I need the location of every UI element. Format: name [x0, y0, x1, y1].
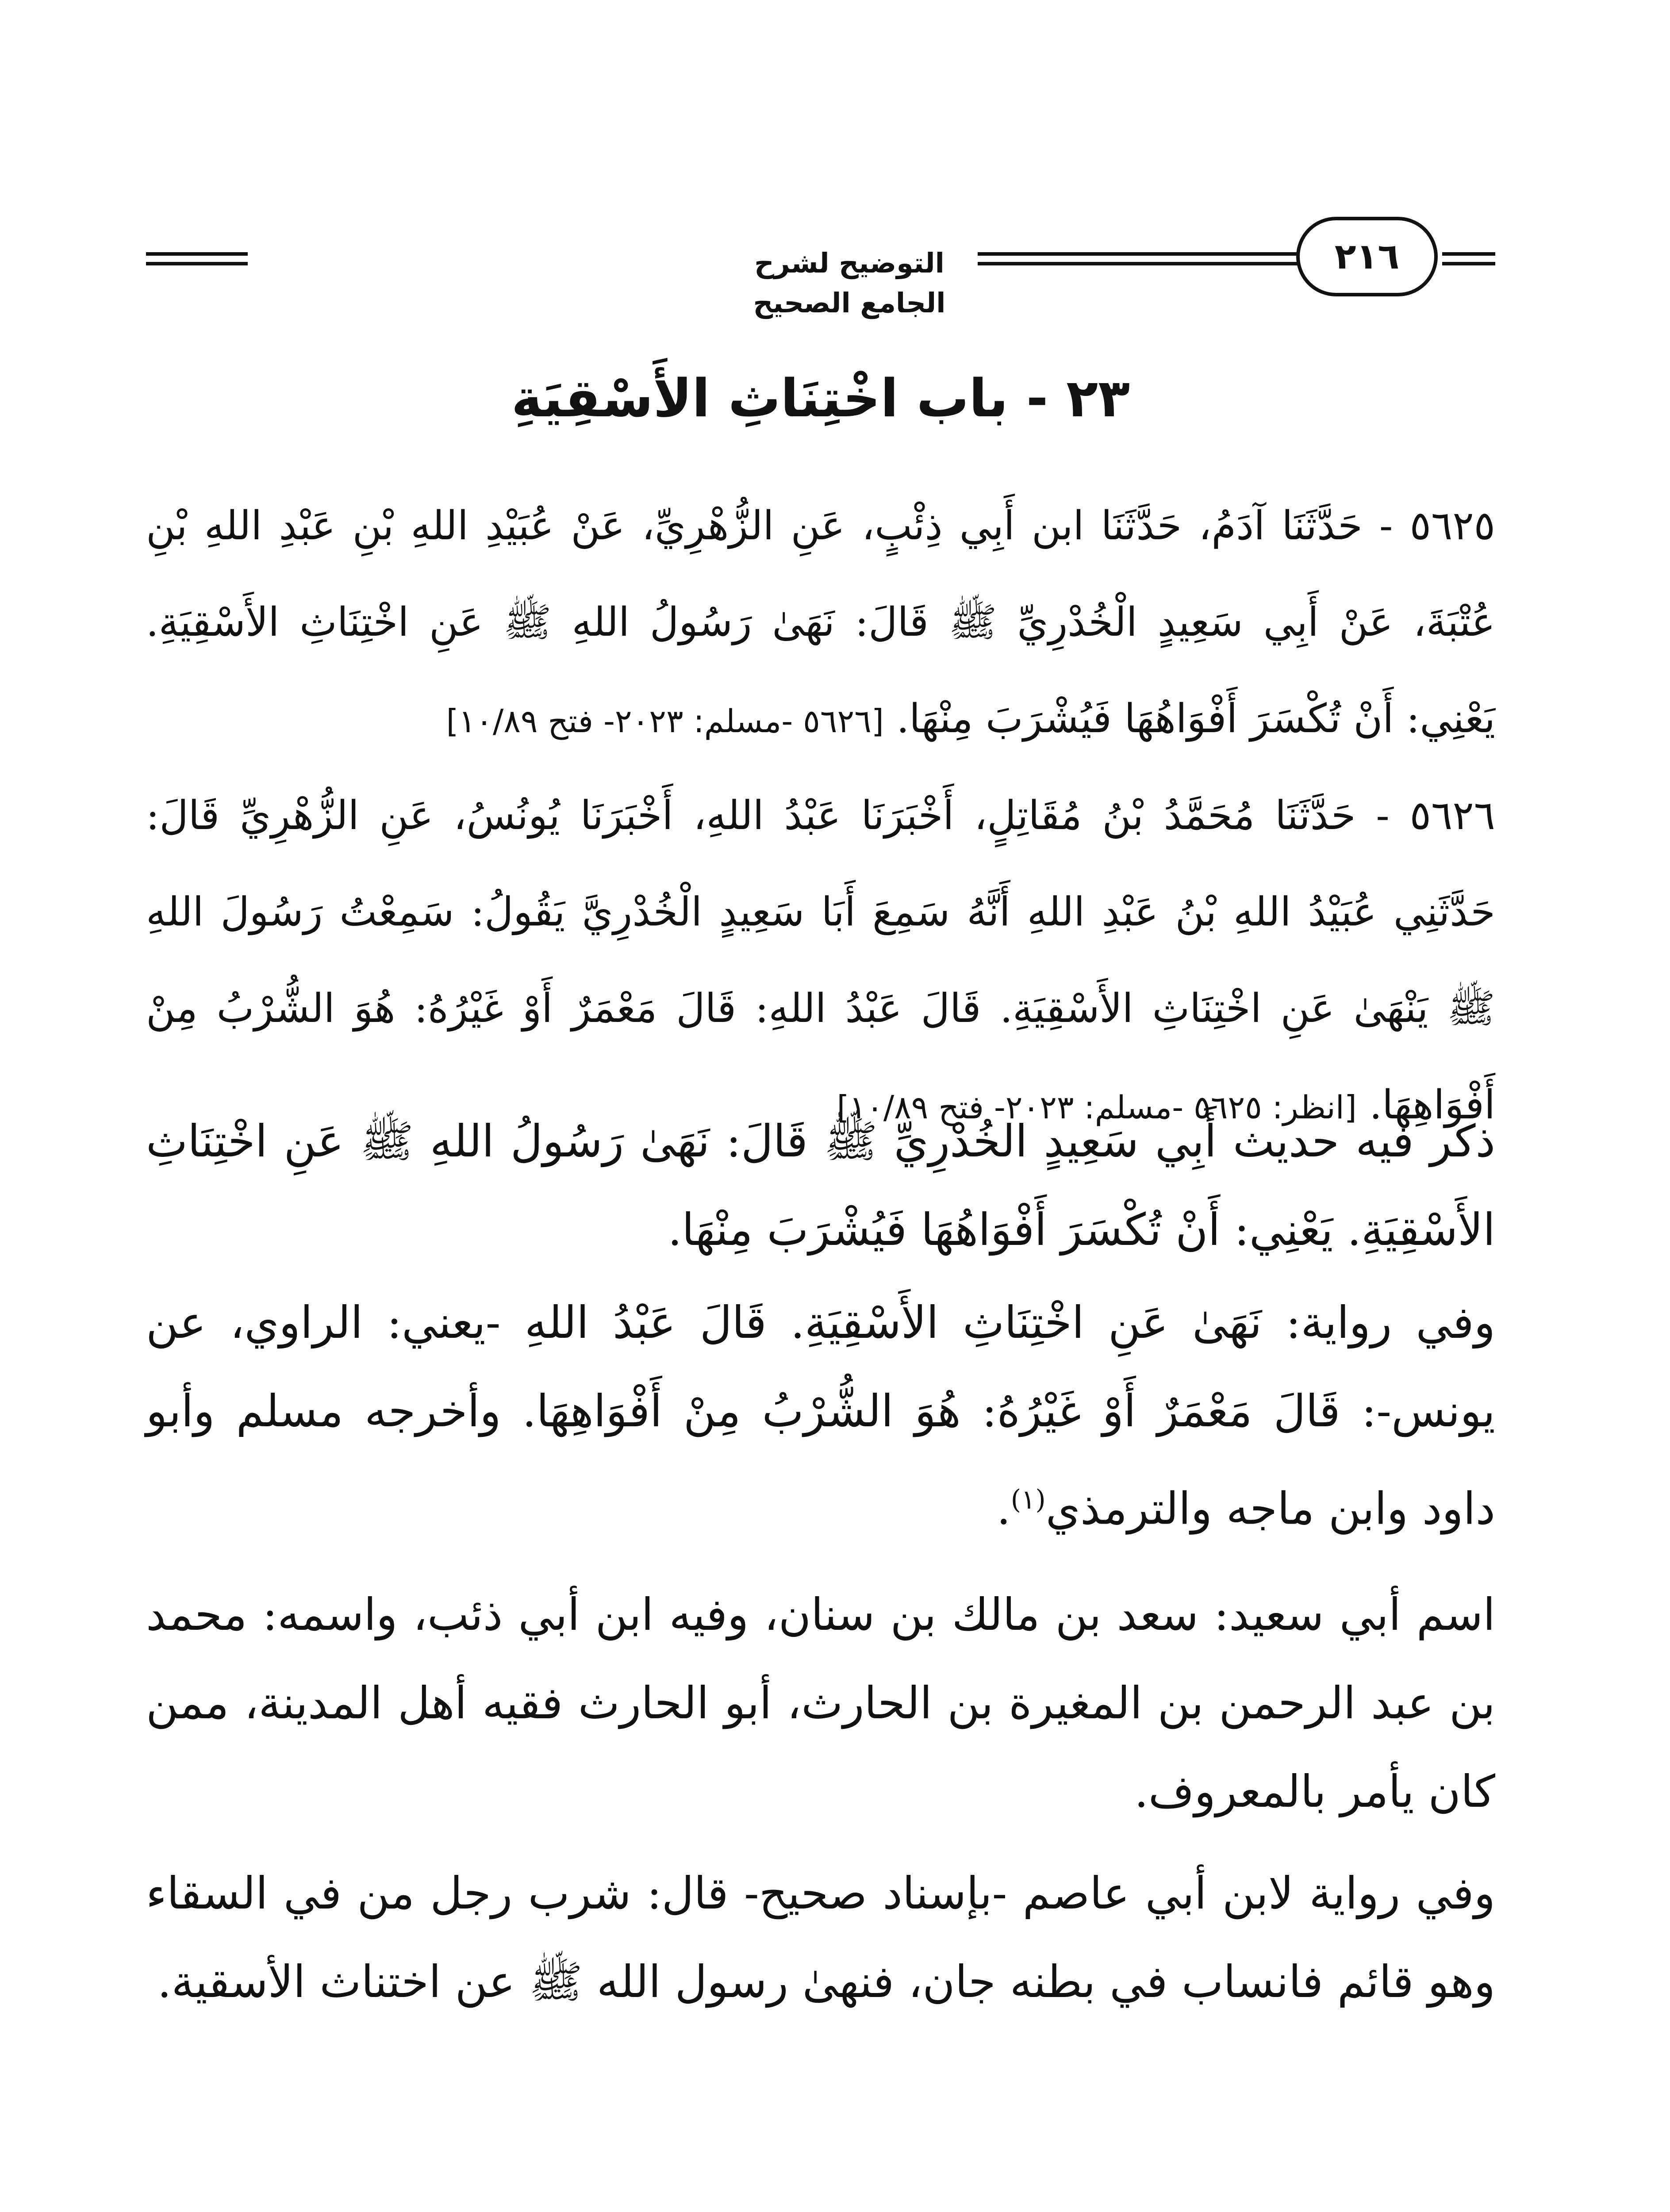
hadith-text: ٥٦٢٦ - حَدَّثَنَا مُحَمَّدُ بْنُ مُقَاتِلٍ، أَخْبَرَنَا عَبْدُ اللهِ، أَخْبَرَنَا يُونُسُ، عَنِ الزُّهْرِيِّ قَالَ: حَدَّثَنِي عُبَيْدُ اللهِ بْنُ عَبْدِ اللهِ أَنَّهُ سَمِعَ أَبَا سَعِيدٍ الْخُدْرِيَّ يَقُولُ: سَمِعْتُ رَسُولَ اللهِ ﷺ يَنْهَىٰ عَنِ اخْتِنَاثِ الأَسْقِيَةِ. قَالَ عَبْدُ اللهِ: قَالَ مَعْمَرٌ أَوْ غَيْرُهُ: هُوَ الشُّرْبُ مِنْ أَفْوَاهِهَا.	[146, 792, 1495, 1128]
header-rule-middle	[978, 252, 1340, 265]
hadith-5625	[146, 478, 1495, 769]
commentary-paragraph-1: ذكر فيه حديث أَبِي سَعِيدٍ الخُدْرِيِّ ﷺ قَالَ: نَهَىٰ رَسُولُ اللهِ ﷺ عَنِ اخْتِنَاثِ الأَسْقِيَةِ. يَعْنِي: أَنْ تُكْسَرَ أَفْوَاهُهَا فَيُشْرَبَ مِنْهَا.	[146, 1115, 1495, 1256]
hadith-text: ٥٦٢٥ - حَدَّثَنَا آدَمُ، حَدَّثَنَا ابن أَبِي ذِئْبٍ، عَنِ الزُّهْرِيِّ، عَنْ عُبَيْدِ اللهِ بْنِ عَبْدِ اللهِ بْنِ عُتْبَةَ، عَنْ أَبِي سَعِيدٍ الْخُدْرِيِّ ﷺ قَالَ: نَهَىٰ رَسُولُ اللهِ ﷺ عَنِ اخْتِنَاثِ الأَسْقِيَةِ. يَعْنِي: أَنْ تُكْسَرَ أَفْوَاهُهَا فَيُشْرَبَ مِنْهَا.	[146, 503, 1495, 742]
sentence-end: .	[996, 1482, 1011, 1535]
running-header	[146, 208, 1495, 319]
commentary-text: وفي رواية: نَهَىٰ عَنِ اخْتِنَاثِ الأَسْقِيَةِ. قَالَ عَبْدُ اللهِ -يعني: الراوي، عن يونس-: قَالَ مَعْمَرٌ أَوْ غَيْرُهُ: هُوَ الشُّرْبُ مِنْ أَفْوَاهِهَا. وأخرجه مسلم وأبو داود وابن ماجه والترمذي	[146, 1297, 1495, 1535]
commentary-paragraph-3: اسم أبي سعيد: سعد بن مالك بن سنان، وفيه ابن أبي ذئب، واسمه: محمد بن عبد الرحمن بن المغيرة بن الحارث، أبو الحارث فقيه أهل المدينة، ممن كان يأمر بالمعروف.	[146, 1589, 1495, 1817]
book-title: التوضيح لشرح الجامع الصحيح	[753, 247, 946, 319]
hadith-reference: [٥٦٢٦ -مسلم: ٢٠٢٣- فتح ١٠/٨٩]	[446, 703, 884, 740]
chapter-heading: ٢٣ - باب اخْتِنَاثِ الأَسْقِيَةِ	[511, 368, 1130, 429]
footnote-marker[interactable]: (١)	[1010, 1484, 1046, 1515]
hadith-reference: [انظر: ٥٦٢٥ -مسلم: ٢٠٢٣- فتح ١٠/٨٩]	[837, 1089, 1357, 1126]
header-rule-left	[146, 252, 248, 265]
commentary-paragraph-4: وفي رواية لابن أبي عاصم -بإسناد صحيح- قال: شرب رجل من في السقاء وهو قائم فانساب في بطنه جان، فنهىٰ رسول الله ﷺ عن اختناث الأسقية.	[146, 1867, 1495, 2008]
book-page	[146, 0, 1495, 2212]
page-number: ٢١٦	[1296, 217, 1438, 296]
commentary-paragraph-2	[146, 1279, 1495, 1553]
header-rule-right	[1442, 252, 1495, 265]
